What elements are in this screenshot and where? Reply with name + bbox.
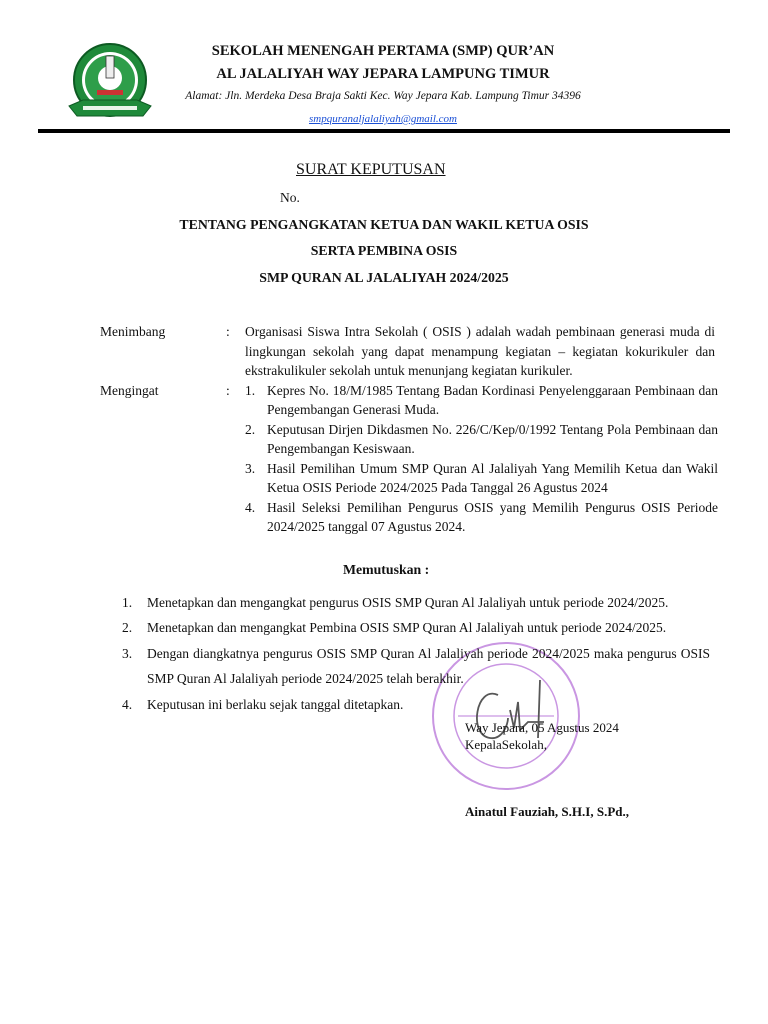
school-name-line2: AL JALALIYAH WAY JEPARA LAMPUNG TIMUR [216,66,550,82]
mengingat-list [245,381,718,537]
item-number: 2. [122,620,133,635]
item-text: Keputusan ini berlaku sejak tanggal ditetapkan. [147,696,404,712]
header-divider [38,129,730,133]
list-item [245,459,718,498]
menimbang-label: Menimbang [100,324,166,339]
list-item [245,381,718,420]
item-number: 4. [122,696,133,712]
list-item [245,420,718,459]
item-number: 2. [245,421,256,437]
mengingat-section [0,381,768,537]
list-item [122,590,710,616]
mengingat-colon: : [226,382,230,398]
place-date: Way Jepara, 05 Agustus 2024 [465,720,619,735]
document-title: SURAT KEPUTUSAN [296,161,446,178]
memutuskan-list [122,590,710,718]
item-number: 3. [245,460,256,476]
subject-line3: SMP QURAN AL JALALIYAH 2024/2025 [259,270,509,285]
item-text: Keputusan Dirjen Dikdasmen No. 226/C/Kep/0/1992 Tentang Pola Pembinaan dan Pengembangan Kesiswaan. [267,421,718,456]
list-item [122,615,710,641]
memutuskan-heading: Memutuskan : [343,561,430,577]
signer-name: Ainatul Fauziah, S.H.I, S.Pd., [465,804,629,819]
school-name-line1: SEKOLAH MENENGAH PERTAMA (SMP) QUR’AN [211,43,555,59]
document-number: No. [280,190,300,205]
item-number: 1. [245,382,256,398]
list-item [122,692,710,718]
item-text: Hasil Seleksi Pemilihan Pengurus OSIS yang Memilih Pengurus OSIS Periode 2024/2025 tanggal 07 Agustus 2024. [267,499,718,534]
signature-block [465,719,768,820]
item-text: Menetapkan dan mengangkat pengurus OSIS SMP Quran Al Jalaliyah untuk periode 2024/2025. [147,594,669,610]
item-text: Hasil Pemilihan Umum SMP Quran Al Jalaliyah Yang Memilih Ketua dan Wakil Ketua OSIS Periode 2024/2025 Pada Tanggal 26 Agustus 2024 [267,460,718,495]
list-item [122,641,710,692]
subject-line2: SERTA PEMBINA OSIS [310,243,458,258]
item-number: 1. [122,594,133,610]
school-email-link[interactable]: smpquranaljalaliyah@gmail.com [309,113,457,125]
menimbang-colon: : [226,324,230,339]
item-number: 3. [122,645,133,661]
subject-line1: TENTANG PENGANGKATAN KETUA DAN WAKIL KETUA OSIS [179,217,589,232]
school-address: Alamat: Jln. Merdeka Desa Braja Sakti Kec. Way Jepara Kab. Lampung Timur 34396 [185,90,581,102]
item-text: Dengan diangkatnya pengurus OSIS SMP Quran Al Jalaliyah periode 2024/2025 maka pengurus OSIS SMP Quran Al Jalaliyah periode 2024/2025 telah berakhir. [147,645,710,686]
item-number: 4. [245,499,256,515]
item-text: Kepres No. 18/M/1985 Tentang Badan Kordinasi Penyelenggaraan Pembinaan dan Pengembangan Generasi Muda. [267,382,718,417]
item-text: Menetapkan dan mengangkat Pembina OSIS SMP Quran Al Jalaliyah untuk periode 2024/2025. [147,620,667,635]
document-body [0,322,768,820]
menimbang-section [0,322,768,381]
signer-position: KepalaSekolah, [465,737,547,752]
list-item [245,498,718,537]
menimbang-text: Organisasi Siswa Intra Sekolah ( OSIS ) adalah wadah pembinaan generasi muda di lingkungan sekolah yang dapat menampung kegiatan – kegiatan kokurikuler dan ekstrakulikuler sekolah untuk menunjang kegiatan kurikuler. [245,324,715,378]
mengingat-label: Mengingat [100,382,159,398]
